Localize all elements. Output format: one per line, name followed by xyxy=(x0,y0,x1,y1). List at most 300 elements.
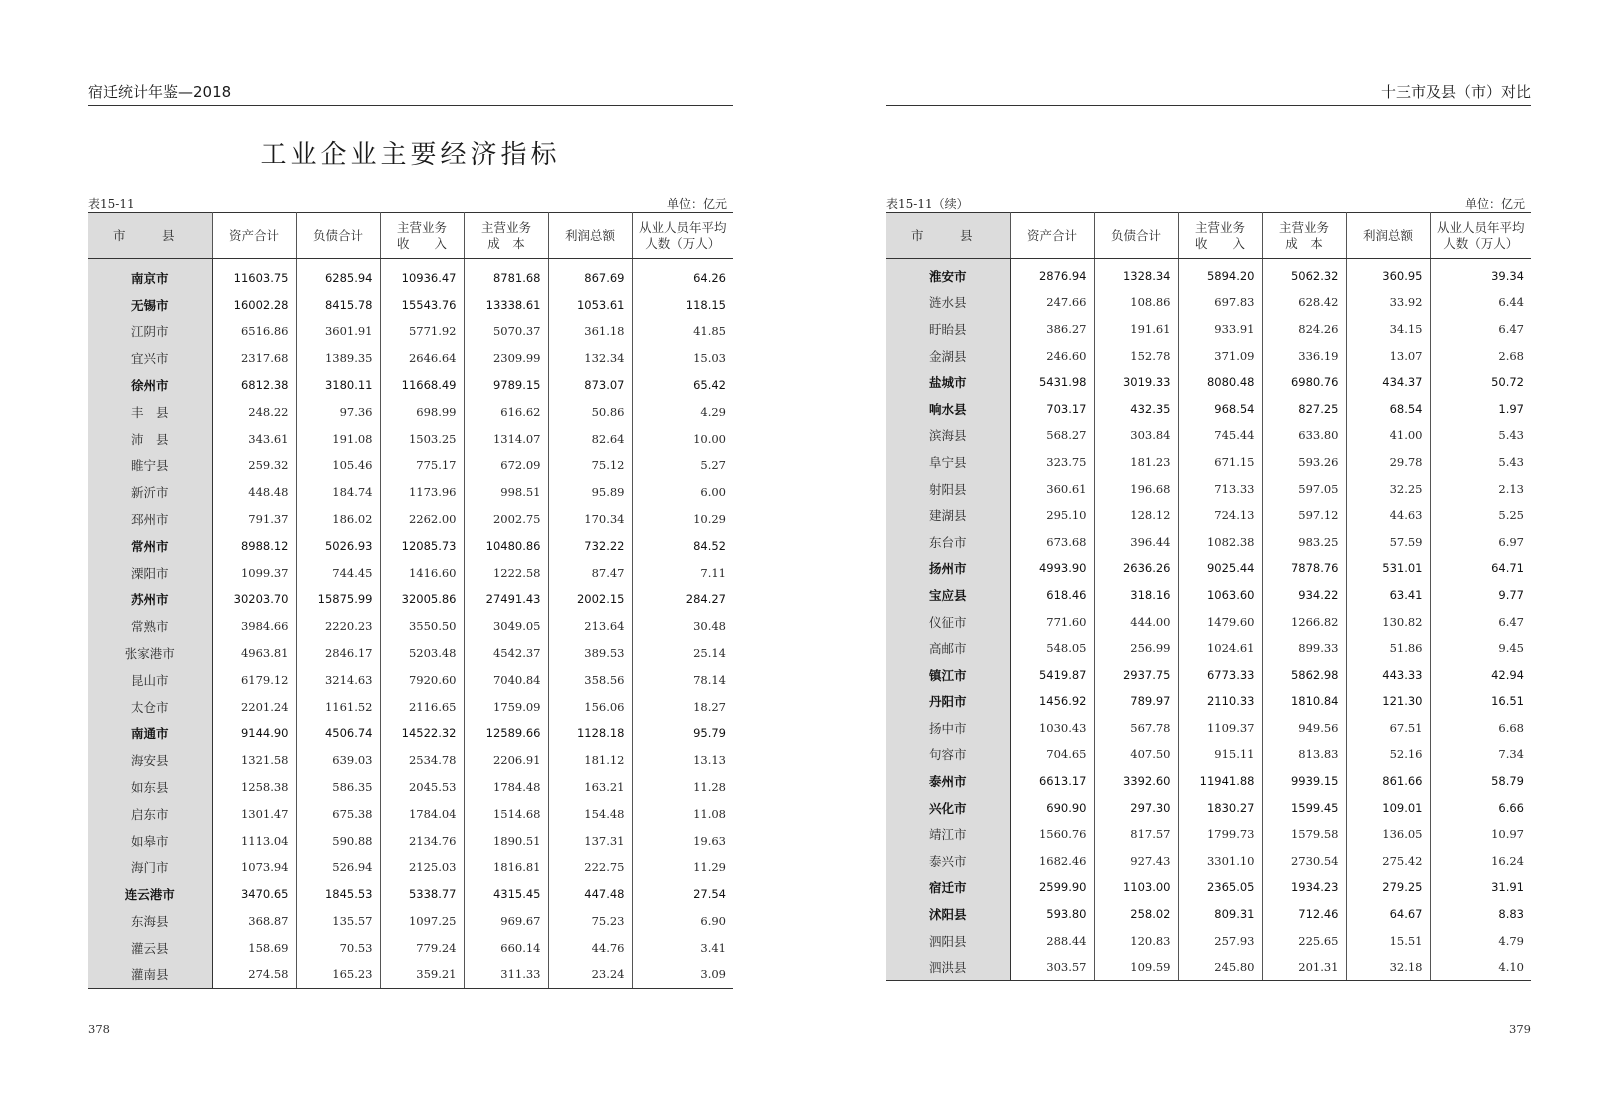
employees-cell: 10.29 xyxy=(693,512,726,527)
liabilities-cell: 191.08 xyxy=(296,425,380,452)
cost-cell: 998.51 xyxy=(464,479,548,506)
header-region: 市 县 xyxy=(88,213,212,259)
assets-cell: 246.60 xyxy=(1010,342,1094,369)
employees-cell: 5.43 xyxy=(1498,454,1524,469)
employees-cell: 58.79 xyxy=(1491,774,1524,789)
running-header-text: 宿迁统计年鉴—2018 xyxy=(88,83,232,101)
table-row xyxy=(88,372,733,399)
revenue-cell: 9025.44 xyxy=(1178,555,1262,582)
liabilities-cell: 258.02 xyxy=(1094,901,1178,928)
table-row xyxy=(886,528,1531,555)
employees-cell: 9.77 xyxy=(1498,587,1524,602)
region-name-cell: 东海县 xyxy=(88,908,212,935)
revenue-cell: 915.11 xyxy=(1178,741,1262,768)
assets-cell: 618.46 xyxy=(1010,582,1094,609)
cost-cell: 597.12 xyxy=(1262,502,1346,529)
cost-cell: 311.33 xyxy=(464,961,548,988)
region-name-cell: 苏州市 xyxy=(88,586,212,613)
employees-cell: 78.14 xyxy=(693,672,726,687)
assets-cell: 448.48 xyxy=(212,479,296,506)
region-name-cell: 泗洪县 xyxy=(886,954,1010,981)
region-name-cell: 丰 县 xyxy=(88,398,212,425)
table-body xyxy=(88,259,733,989)
employees-cell: 64.26 xyxy=(693,271,726,286)
liabilities-cell: 432.35 xyxy=(1094,395,1178,422)
revenue-cell: 6773.33 xyxy=(1178,661,1262,688)
revenue-cell: 713.33 xyxy=(1178,475,1262,502)
assets-cell: 2317.68 xyxy=(212,345,296,372)
cost-cell: 1810.84 xyxy=(1262,688,1346,715)
region-name-cell: 泰兴市 xyxy=(886,848,1010,875)
liabilities-cell: 407.50 xyxy=(1094,741,1178,768)
employees-cell: 6.90 xyxy=(700,914,726,929)
cost-cell: 5070.37 xyxy=(464,318,548,345)
revenue-cell: 2534.78 xyxy=(380,747,464,774)
profit-cell: 358.56 xyxy=(548,666,632,693)
profit-cell: 861.66 xyxy=(1346,768,1430,795)
cost-cell: 1934.23 xyxy=(1262,874,1346,901)
revenue-cell: 2125.03 xyxy=(380,854,464,881)
assets-cell: 6179.12 xyxy=(212,666,296,693)
profit-cell: 130.82 xyxy=(1346,608,1430,635)
revenue-cell: 1799.73 xyxy=(1178,821,1262,848)
header-revenue xyxy=(380,213,464,259)
profit-cell: 41.00 xyxy=(1346,422,1430,449)
table-row xyxy=(886,316,1531,343)
profit-cell: 279.25 xyxy=(1346,874,1430,901)
revenue-cell: 3301.10 xyxy=(1178,848,1262,875)
table-row xyxy=(886,342,1531,369)
region-name-cell: 句容市 xyxy=(886,741,1010,768)
revenue-cell: 2045.53 xyxy=(380,774,464,801)
liabilities-cell: 70.53 xyxy=(296,934,380,961)
liabilities-cell: 109.59 xyxy=(1094,954,1178,981)
cost-cell: 1890.51 xyxy=(464,827,548,854)
revenue-cell: 1173.96 xyxy=(380,479,464,506)
table-row xyxy=(88,452,733,479)
region-name-cell: 高邮市 xyxy=(886,635,1010,662)
liabilities-cell: 318.16 xyxy=(1094,582,1178,609)
revenue-cell: 15543.76 xyxy=(380,291,464,318)
table-row xyxy=(88,532,733,559)
employees-cell: 42.94 xyxy=(1491,667,1524,682)
employees-cell: 30.48 xyxy=(693,619,726,634)
cost-cell: 7040.84 xyxy=(464,666,548,693)
cost-cell: 934.22 xyxy=(1262,582,1346,609)
liabilities-cell: 184.74 xyxy=(296,479,380,506)
assets-cell: 5431.98 xyxy=(1010,369,1094,396)
profit-cell: 75.12 xyxy=(548,452,632,479)
table-row xyxy=(886,821,1531,848)
region-name-cell: 灌云县 xyxy=(88,934,212,961)
assets-cell: 1113.04 xyxy=(212,827,296,854)
revenue-cell: 933.91 xyxy=(1178,316,1262,343)
employees-cell: 8.83 xyxy=(1498,907,1524,922)
region-name-cell: 徐州市 xyxy=(88,372,212,399)
liabilities-cell: 5026.93 xyxy=(296,532,380,559)
region-name-cell: 启东市 xyxy=(88,800,212,827)
assets-cell: 386.27 xyxy=(1010,316,1094,343)
profit-cell: 170.34 xyxy=(548,506,632,533)
assets-cell: 6516.86 xyxy=(212,318,296,345)
revenue-cell: 697.83 xyxy=(1178,289,1262,316)
table-row xyxy=(886,661,1531,688)
cost-cell: 660.14 xyxy=(464,934,548,961)
liabilities-cell: 3180.11 xyxy=(296,372,380,399)
profit-cell: 154.48 xyxy=(548,800,632,827)
table-row xyxy=(886,289,1531,316)
liabilities-cell: 3392.60 xyxy=(1094,768,1178,795)
region-name-cell: 海安县 xyxy=(88,747,212,774)
table-row xyxy=(88,479,733,506)
liabilities-cell: 191.61 xyxy=(1094,316,1178,343)
region-name-cell: 丹阳市 xyxy=(886,688,1010,715)
cost-cell: 628.42 xyxy=(1262,289,1346,316)
employees-cell: 7.11 xyxy=(700,565,726,580)
employees-cell: 9.45 xyxy=(1498,641,1524,656)
cost-cell: 1222.58 xyxy=(464,559,548,586)
profit-cell: 181.12 xyxy=(548,747,632,774)
table-row xyxy=(88,506,733,533)
liabilities-cell: 165.23 xyxy=(296,961,380,988)
header-liabilities: 负债合计 xyxy=(1094,213,1178,259)
employees-cell: 18.27 xyxy=(693,699,726,714)
table-row xyxy=(88,559,733,586)
header-assets: 资产合计 xyxy=(1010,213,1094,259)
revenue-cell: 257.93 xyxy=(1178,927,1262,954)
profit-cell: 82.64 xyxy=(548,425,632,452)
cost-cell: 7878.76 xyxy=(1262,555,1346,582)
employees-cell: 6.68 xyxy=(1498,720,1524,735)
region-name-cell: 扬州市 xyxy=(886,555,1010,582)
page-number: 379 xyxy=(1509,1022,1531,1036)
assets-cell: 295.10 xyxy=(1010,502,1094,529)
table-row xyxy=(88,425,733,452)
table-row xyxy=(886,688,1531,715)
table-meta xyxy=(88,195,733,211)
header-region: 市 县 xyxy=(886,213,1010,259)
region-name-cell: 沭阳县 xyxy=(886,901,1010,928)
table-meta xyxy=(886,195,1531,211)
profit-cell: 1053.61 xyxy=(548,291,632,318)
region-name-cell: 常熟市 xyxy=(88,613,212,640)
cost-cell: 827.25 xyxy=(1262,395,1346,422)
cost-cell: 1759.09 xyxy=(464,693,548,720)
liabilities-cell: 135.57 xyxy=(296,908,380,935)
cost-cell: 824.26 xyxy=(1262,316,1346,343)
table-body xyxy=(886,259,1531,981)
header-cost xyxy=(1262,213,1346,259)
cost-cell: 9789.15 xyxy=(464,372,548,399)
revenue-cell: 775.17 xyxy=(380,452,464,479)
assets-cell: 704.65 xyxy=(1010,741,1094,768)
region-name-cell: 淮安市 xyxy=(886,259,1010,290)
region-name-cell: 常州市 xyxy=(88,532,212,559)
table-row xyxy=(88,961,733,988)
table-row xyxy=(886,369,1531,396)
cost-cell: 5862.98 xyxy=(1262,661,1346,688)
employees-cell: 6.66 xyxy=(1498,800,1524,815)
employees-cell: 25.14 xyxy=(693,646,726,661)
revenue-cell: 1082.38 xyxy=(1178,528,1262,555)
region-name-cell: 新沂市 xyxy=(88,479,212,506)
revenue-cell: 11941.88 xyxy=(1178,768,1262,795)
header-employees-line2: 人数（万人） xyxy=(645,235,721,251)
assets-cell: 791.37 xyxy=(212,506,296,533)
header-cost-line2: 成 本 xyxy=(1285,235,1323,251)
employees-cell: 10.00 xyxy=(693,431,726,446)
liabilities-cell: 586.35 xyxy=(296,774,380,801)
profit-cell: 44.76 xyxy=(548,934,632,961)
region-name-cell: 金湖县 xyxy=(886,342,1010,369)
liabilities-cell: 3214.63 xyxy=(296,666,380,693)
assets-cell: 3470.65 xyxy=(212,881,296,908)
assets-cell: 1301.47 xyxy=(212,800,296,827)
profit-cell: 867.69 xyxy=(548,259,632,292)
employees-cell: 2.68 xyxy=(1498,348,1524,363)
cost-cell: 201.31 xyxy=(1262,954,1346,981)
cost-cell: 13338.61 xyxy=(464,291,548,318)
assets-cell: 303.57 xyxy=(1010,954,1094,981)
table-row xyxy=(886,741,1531,768)
region-name-cell: 张家港市 xyxy=(88,640,212,667)
table-row xyxy=(88,908,733,935)
assets-cell: 247.66 xyxy=(1010,289,1094,316)
table-row xyxy=(88,827,733,854)
liabilities-cell: 6285.94 xyxy=(296,259,380,292)
table-row xyxy=(88,398,733,425)
revenue-cell: 1479.60 xyxy=(1178,608,1262,635)
assets-cell: 8988.12 xyxy=(212,532,296,559)
assets-cell: 323.75 xyxy=(1010,449,1094,476)
region-name-cell: 宝应县 xyxy=(886,582,1010,609)
revenue-cell: 371.09 xyxy=(1178,342,1262,369)
profit-cell: 732.22 xyxy=(548,532,632,559)
revenue-cell: 5338.77 xyxy=(380,881,464,908)
header-cost xyxy=(464,213,548,259)
assets-cell: 343.61 xyxy=(212,425,296,452)
employees-cell: 16.24 xyxy=(1491,853,1524,868)
header-assets: 资产合计 xyxy=(212,213,296,259)
region-name-cell: 南京市 xyxy=(88,259,212,292)
table-row xyxy=(886,555,1531,582)
liabilities-cell: 108.86 xyxy=(1094,289,1178,316)
profit-cell: 531.01 xyxy=(1346,555,1430,582)
table-row xyxy=(886,794,1531,821)
liabilities-cell: 2846.17 xyxy=(296,640,380,667)
assets-cell: 158.69 xyxy=(212,934,296,961)
liabilities-cell: 1845.53 xyxy=(296,881,380,908)
liabilities-cell: 15875.99 xyxy=(296,586,380,613)
employees-cell: 2.13 xyxy=(1498,481,1524,496)
header-employees xyxy=(632,213,733,259)
employees-cell: 284.27 xyxy=(685,592,726,607)
cost-cell: 1599.45 xyxy=(1262,794,1346,821)
employees-cell: 39.34 xyxy=(1491,269,1524,284)
revenue-cell: 2262.00 xyxy=(380,506,464,533)
table-row xyxy=(88,666,733,693)
revenue-cell: 3550.50 xyxy=(380,613,464,640)
revenue-cell: 359.21 xyxy=(380,961,464,988)
region-name-cell: 溧阳市 xyxy=(88,559,212,586)
liabilities-cell: 303.84 xyxy=(1094,422,1178,449)
employees-cell: 11.28 xyxy=(693,780,726,795)
revenue-cell: 1830.27 xyxy=(1178,794,1262,821)
revenue-cell: 5894.20 xyxy=(1178,259,1262,290)
region-name-cell: 盐城市 xyxy=(886,369,1010,396)
profit-cell: 361.18 xyxy=(548,318,632,345)
region-name-cell: 建湖县 xyxy=(886,502,1010,529)
table-number: 表15-11 xyxy=(88,197,135,211)
liabilities-cell: 567.78 xyxy=(1094,715,1178,742)
profit-cell: 873.07 xyxy=(548,372,632,399)
region-name-cell: 太仓市 xyxy=(88,693,212,720)
right-page xyxy=(886,0,1531,1099)
region-name-cell: 滨海县 xyxy=(886,422,1010,449)
region-name-cell: 盱眙县 xyxy=(886,316,1010,343)
employees-cell: 4.79 xyxy=(1498,933,1524,948)
region-name-cell: 无锡市 xyxy=(88,291,212,318)
revenue-cell: 2110.33 xyxy=(1178,688,1262,715)
liabilities-cell: 396.44 xyxy=(1094,528,1178,555)
table-row xyxy=(886,715,1531,742)
left-page xyxy=(88,0,733,1099)
cost-cell: 899.33 xyxy=(1262,635,1346,662)
liabilities-cell: 1328.34 xyxy=(1094,259,1178,290)
profit-cell: 121.30 xyxy=(1346,688,1430,715)
assets-cell: 1073.94 xyxy=(212,854,296,881)
liabilities-cell: 444.00 xyxy=(1094,608,1178,635)
liabilities-cell: 105.46 xyxy=(296,452,380,479)
running-header-text: 十三市及县（市）对比 xyxy=(1380,83,1531,101)
revenue-cell: 1097.25 xyxy=(380,908,464,935)
profit-cell: 34.15 xyxy=(1346,316,1430,343)
employees-cell: 41.85 xyxy=(693,324,726,339)
profit-cell: 136.05 xyxy=(1346,821,1430,848)
assets-cell: 6812.38 xyxy=(212,372,296,399)
revenue-cell: 14522.32 xyxy=(380,720,464,747)
employees-cell: 16.51 xyxy=(1491,694,1524,709)
assets-cell: 4963.81 xyxy=(212,640,296,667)
revenue-cell: 1063.60 xyxy=(1178,582,1262,609)
employees-cell: 11.08 xyxy=(693,806,726,821)
profit-cell: 15.51 xyxy=(1346,927,1430,954)
table-row xyxy=(886,954,1531,981)
liabilities-cell: 1389.35 xyxy=(296,345,380,372)
cost-cell: 1784.48 xyxy=(464,774,548,801)
table-row xyxy=(88,291,733,318)
profit-cell: 68.54 xyxy=(1346,395,1430,422)
header-revenue-line2: 收 入 xyxy=(396,235,447,251)
region-name-cell: 昆山市 xyxy=(88,666,212,693)
liabilities-cell: 2636.26 xyxy=(1094,555,1178,582)
region-name-cell: 沛 县 xyxy=(88,425,212,452)
revenue-cell: 7920.60 xyxy=(380,666,464,693)
employees-cell: 5.27 xyxy=(700,458,726,473)
table-row xyxy=(886,635,1531,662)
employees-cell: 7.34 xyxy=(1498,747,1524,762)
liabilities-cell: 186.02 xyxy=(296,506,380,533)
assets-cell: 274.58 xyxy=(212,961,296,988)
table-row xyxy=(88,774,733,801)
employees-cell: 4.10 xyxy=(1430,954,1531,981)
employees-cell: 65.42 xyxy=(693,378,726,393)
table-row xyxy=(886,422,1531,449)
table-row xyxy=(886,608,1531,635)
revenue-cell: 245.80 xyxy=(1178,954,1262,981)
liabilities-cell: 128.12 xyxy=(1094,502,1178,529)
profit-cell: 33.92 xyxy=(1346,289,1430,316)
assets-cell: 3984.66 xyxy=(212,613,296,640)
table-row xyxy=(88,586,733,613)
running-header xyxy=(88,84,733,106)
region-name-cell: 南通市 xyxy=(88,720,212,747)
cost-cell: 983.25 xyxy=(1262,528,1346,555)
liabilities-cell: 2220.23 xyxy=(296,613,380,640)
profit-cell: 2002.15 xyxy=(548,586,632,613)
header-cost-line1: 主营业务 xyxy=(480,219,531,235)
assets-cell: 16002.28 xyxy=(212,291,296,318)
region-name-cell: 睢宁县 xyxy=(88,452,212,479)
region-name-cell: 如皋市 xyxy=(88,827,212,854)
statistics-table-continued xyxy=(886,212,1531,981)
table-row xyxy=(88,318,733,345)
employees-cell: 6.00 xyxy=(700,485,726,500)
profit-cell: 447.48 xyxy=(548,881,632,908)
employees-cell: 27.54 xyxy=(693,887,726,902)
assets-cell: 6613.17 xyxy=(1010,768,1094,795)
revenue-cell: 809.31 xyxy=(1178,901,1262,928)
cost-cell: 5062.32 xyxy=(1262,259,1346,290)
table-row xyxy=(886,582,1531,609)
revenue-cell: 1784.04 xyxy=(380,800,464,827)
assets-cell: 1030.43 xyxy=(1010,715,1094,742)
liabilities-cell: 639.03 xyxy=(296,747,380,774)
employees-cell: 31.91 xyxy=(1491,880,1524,895)
region-name-cell: 泰州市 xyxy=(886,768,1010,795)
employees-cell: 6.47 xyxy=(1498,321,1524,336)
region-name-cell: 扬中市 xyxy=(886,715,1010,742)
region-name-cell: 海门市 xyxy=(88,854,212,881)
profit-cell: 13.07 xyxy=(1346,342,1430,369)
employees-cell: 6.47 xyxy=(1498,614,1524,629)
liabilities-cell: 8415.78 xyxy=(296,291,380,318)
header-revenue-line1: 主营业务 xyxy=(396,219,447,235)
header-profit: 利润总额 xyxy=(548,213,632,259)
revenue-cell: 2134.76 xyxy=(380,827,464,854)
cost-cell: 8781.68 xyxy=(464,259,548,292)
table-number: 表15-11（续） xyxy=(886,197,969,211)
revenue-cell: 779.24 xyxy=(380,934,464,961)
region-name-cell: 宜兴市 xyxy=(88,345,212,372)
table-row xyxy=(886,259,1531,290)
cost-cell: 2730.54 xyxy=(1262,848,1346,875)
cost-cell: 969.67 xyxy=(464,908,548,935)
revenue-cell: 2116.65 xyxy=(380,693,464,720)
profit-cell: 389.53 xyxy=(548,640,632,667)
table-row xyxy=(88,345,733,372)
profit-cell: 213.64 xyxy=(548,613,632,640)
cost-cell: 1314.07 xyxy=(464,425,548,452)
region-name-cell: 宿迁市 xyxy=(886,874,1010,901)
running-header xyxy=(886,84,1531,106)
assets-cell: 5419.87 xyxy=(1010,661,1094,688)
assets-cell: 368.87 xyxy=(212,908,296,935)
cost-cell: 2002.75 xyxy=(464,506,548,533)
employees-cell: 15.03 xyxy=(693,351,726,366)
liabilities-cell: 1103.00 xyxy=(1094,874,1178,901)
liabilities-cell: 526.94 xyxy=(296,854,380,881)
